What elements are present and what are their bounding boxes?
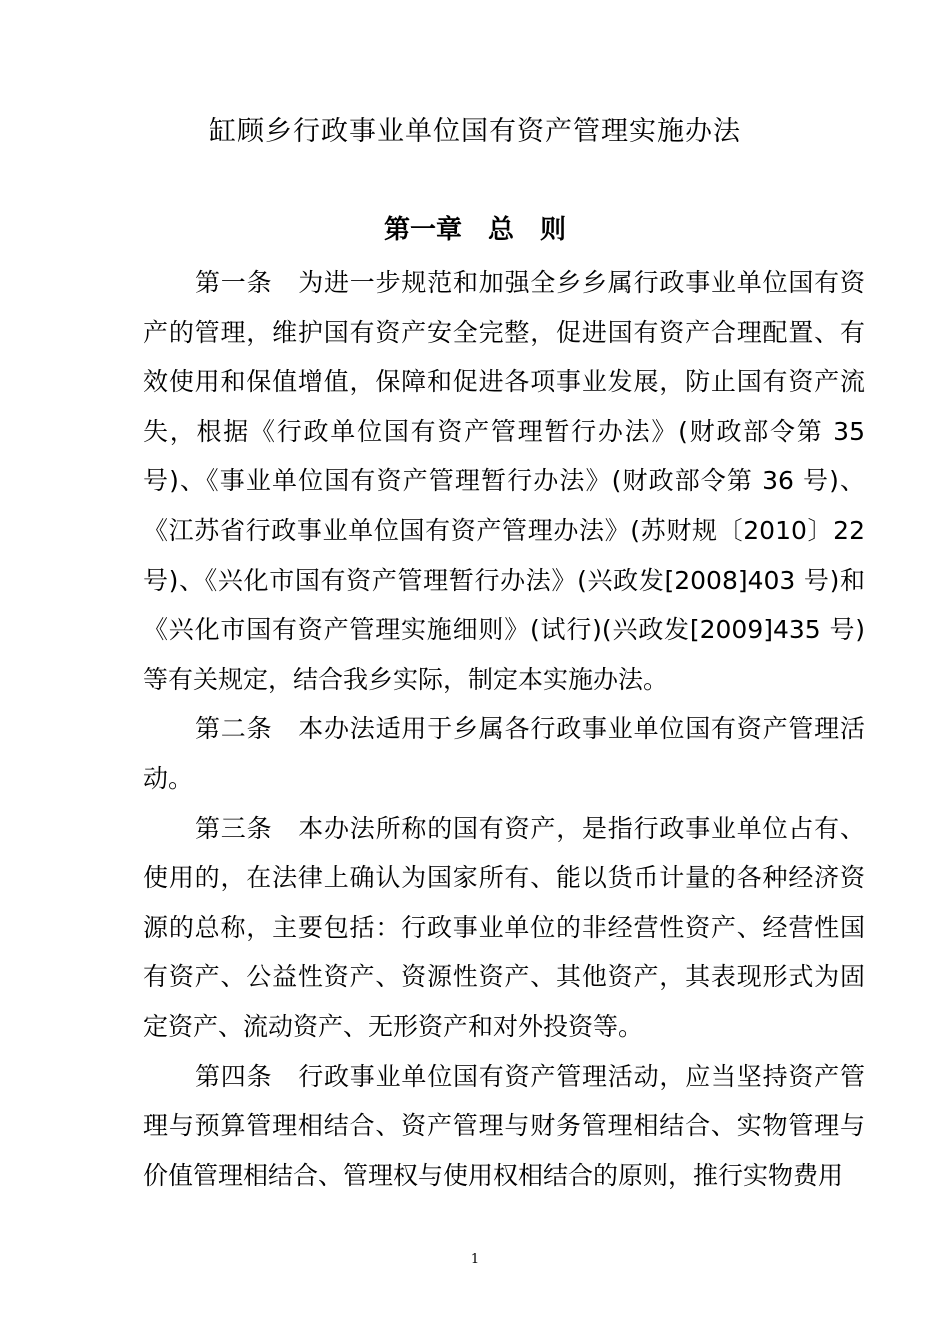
article-3: 第三条 本办法所称的国有资产，是指行政事业单位占有、使用的，在法律上确认为国家所有、能以货币计量的各种经济资源的总称，主要包括：行政事业单位的非经营性资产、经营性国有资产、公益性资产、资源性资产、其他资产，其表现形式为固定资产、流动资产、无形资产和对外投资等。 — [143, 813, 865, 1041]
article-2: 第二条 本办法适用于乡属各行政事业单位国有资产管理活动。 — [143, 714, 865, 793]
document-title: 缸顾乡行政事业单位国有资产管理实施办法 — [209, 116, 741, 147]
article-1: 第一条 为进一步规范和加强全乡乡属行政事业单位国有资产的管理，维护国有资产安全完整，促进国有资产合理配置、有效使用和保值增值，保障和促进各项事业发展，防止国有资产流失，根据《行政单位国有资产管理暂行办法》(财政部令第 35 号)、《事业单位国有资产管理暂行办法》(财政部令第 36 号)、《江苏省行政事业单位国有资产管理办法》(苏财规〔2010〕22 号)、《兴化市国有资产管理暂行办法》(兴政发[2008]403 号)和《兴化市国有资产管理实施细则》(试行)(兴政发[2009]435 号)等有关规定，结合我乡实际，制定本实施办法。 — [143, 268, 873, 694]
document-body — [143, 258, 873, 1200]
page-number: 1 — [470, 1252, 480, 1267]
chapter-heading: 第一章 总 则 — [383, 215, 566, 245]
article-4: 第四条 行政事业单位国有资产管理活动，应当坚持资产管理与预算管理相结合、资产管理与财务管理相结合、实物管理与价值管理相结合、管理权与使用权相结合的原则，推行实物费用 — [143, 1061, 865, 1190]
